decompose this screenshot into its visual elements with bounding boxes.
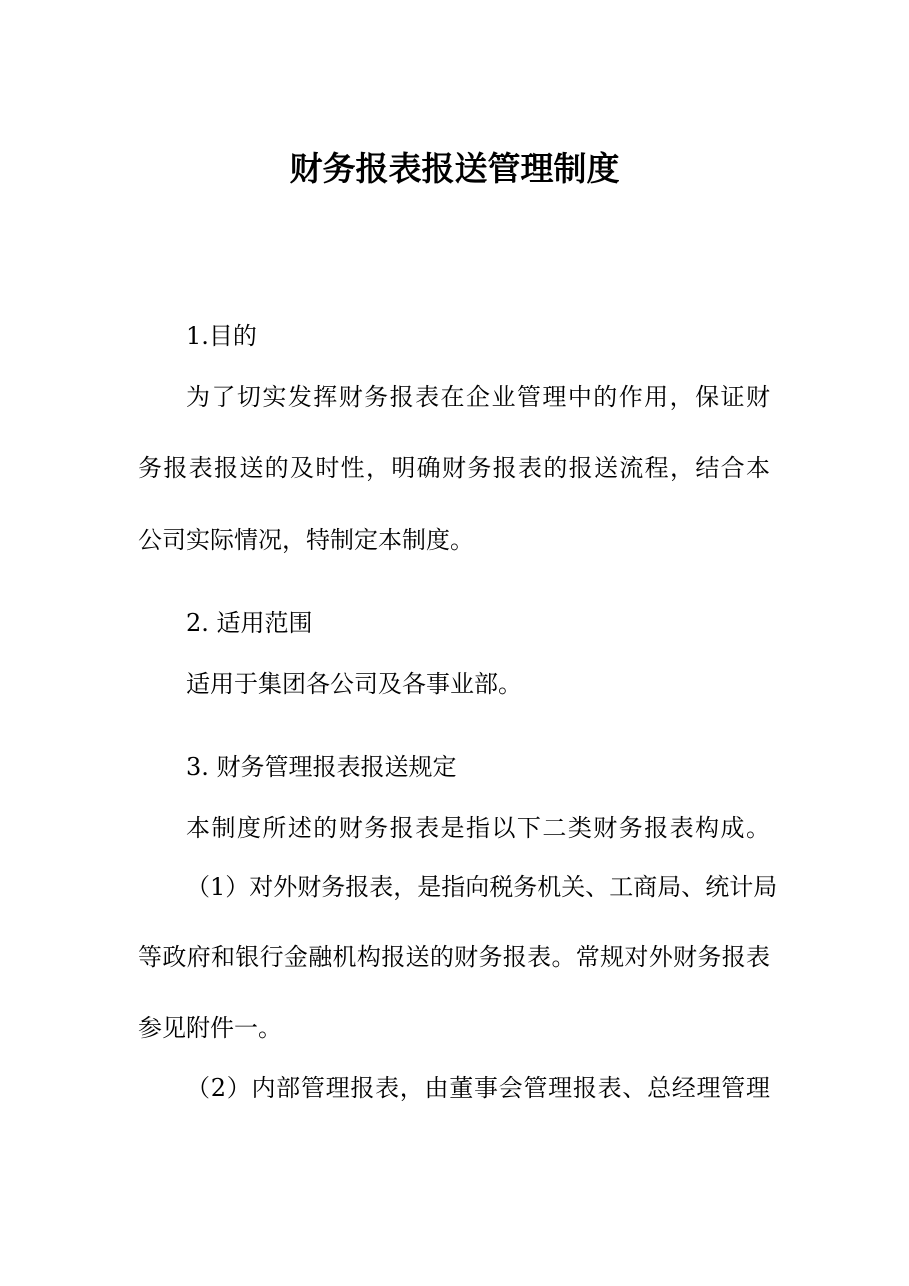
- list-item-line: 等政府和银行金融机构报送的财务报表。常规对外财务报表: [138, 943, 770, 971]
- list-item-line: （2）内部管理报表，由董事会管理报表、总经理管理: [186, 1074, 770, 1102]
- paragraph-line: 本制度所述的财务报表是指以下二类财务报表构成。: [186, 814, 770, 842]
- paragraph-line: 为了切实发挥财务报表在企业管理中的作用，保证财: [186, 383, 770, 411]
- section-heading-rules: 3. 财务管理报表报送规定: [186, 753, 457, 781]
- document-title: 财务报表报送管理制度: [289, 149, 620, 188]
- paragraph-line: 公司实际情况，特制定本制度。: [138, 526, 474, 554]
- list-item-line: （1）对外财务报表，是指向税务机关、工商局、统计局: [186, 873, 778, 901]
- paragraph-line: 务报表报送的及时性，明确财务报表的报送流程，结合本: [138, 454, 770, 482]
- section-heading-scope: 2. 适用范围: [186, 609, 313, 637]
- section-heading-purpose: 1.目的: [186, 322, 257, 350]
- paragraph-line: 适用于集团各公司及各事业部。: [186, 670, 522, 698]
- list-item-line: 参见附件一。: [138, 1014, 282, 1042]
